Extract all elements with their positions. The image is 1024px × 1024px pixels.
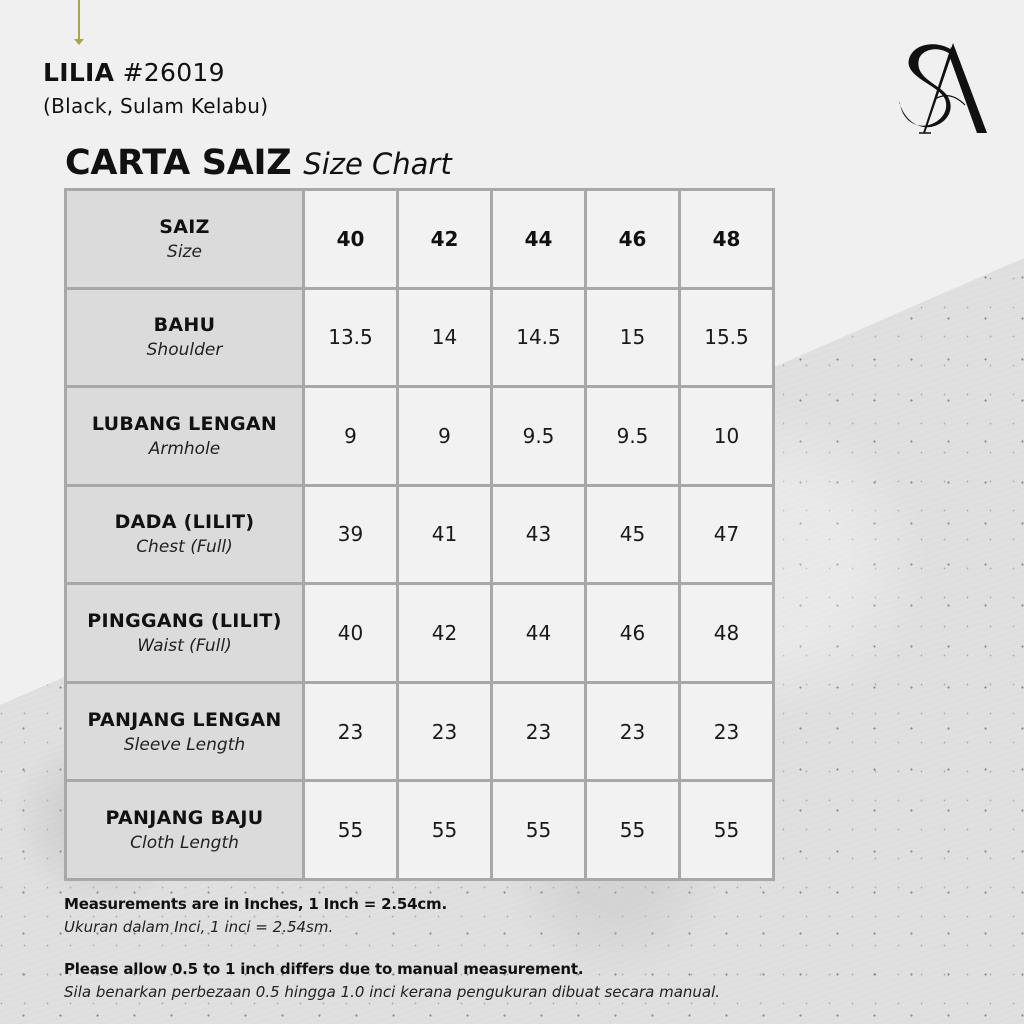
label-bm: BAHU [153,314,216,337]
tolerance-note-en: Please allow 0.5 to 1 inch differs due to manual measurement. [64,960,584,978]
product-title [43,58,225,87]
value-cell: 55 [680,781,774,880]
table-row [66,485,774,584]
value-cell: 23 [304,682,398,781]
product-code: #26019 [122,58,225,87]
value-cell: 43 [492,485,586,584]
value-cell: 46 [586,584,680,683]
size-chart-table [64,188,775,881]
value-cell: 10 [680,387,774,486]
measurement-notes [64,895,720,1001]
value-cell: 9.5 [492,387,586,486]
value-cell: 15 [586,288,680,387]
label-bm: PANJANG BAJU [105,807,264,830]
value-cell: 48 [680,584,774,683]
chart-title-en: Size Chart [303,147,452,181]
chart-title-bm: CARTA SAIZ [65,143,292,183]
label-bm: PINGGANG (LILIT) [87,610,282,633]
value-cell: 55 [492,781,586,880]
value-cell: 23 [398,682,492,781]
value-cell: 14.5 [492,288,586,387]
label-en: Size [167,241,202,262]
tolerance-note-bm: Sila benarkan perbezaan 0.5 hingga 1.0 inci kerana pengukuran dibuat secara manual. [64,983,721,1001]
value-cell: 9 [398,387,492,486]
row-label [66,781,304,880]
table-row [66,288,774,387]
value-cell: 55 [304,781,398,880]
row-label [66,190,304,289]
table-row [66,387,774,486]
product-variant: (Black, Sulam Kelabu) [43,94,269,118]
size-header-cell: 40 [304,190,398,289]
label-en: Cloth Length [130,833,239,854]
value-cell: 44 [492,584,586,683]
value-cell: 55 [586,781,680,880]
table-row [66,584,774,683]
value-cell: 55 [398,781,492,880]
value-cell: 9 [304,387,398,486]
value-cell: 39 [304,485,398,584]
value-cell: 15.5 [680,288,774,387]
value-cell: 45 [586,485,680,584]
row-label [66,682,304,781]
row-label [66,288,304,387]
value-cell: 40 [304,584,398,683]
label-bm: PANJANG LENGAN [87,708,282,731]
size-header-cell: 46 [586,190,680,289]
value-cell: 47 [680,485,774,584]
label-en: Shoulder [146,340,223,361]
value-cell: 14 [398,288,492,387]
label-en: Armhole [148,438,221,459]
unit-note-bm: Ukuran dalam Inci, 1 inci = 2.54sm. [64,918,334,936]
label-en: Chest (Full) [136,537,233,558]
size-header-cell: 48 [680,190,774,289]
row-label [66,387,304,486]
row-label [66,485,304,584]
value-cell: 23 [492,682,586,781]
table-row [66,781,774,880]
value-cell: 13.5 [304,288,398,387]
row-label [66,584,304,683]
spacer [64,936,720,960]
value-cell: 23 [586,682,680,781]
product-name: LILIA [43,58,115,87]
value-cell: 42 [398,584,492,683]
label-en: Sleeve Length [123,734,246,755]
label-bm: LUBANG LENGAN [91,412,278,435]
table-row [66,682,774,781]
value-cell: 41 [398,485,492,584]
arrow-down-icon [78,0,80,40]
label-bm: SAIZ [159,215,210,238]
unit-note-en: Measurements are in Inches, 1 Inch = 2.54cm. [64,895,447,913]
label-en: Waist (Full) [137,636,232,657]
chart-title [65,143,452,183]
sa-logo-icon [895,33,995,138]
label-bm: DADA (LILIT) [114,511,255,534]
value-cell: 23 [680,682,774,781]
table-header-row [66,190,774,289]
size-header-cell: 44 [492,190,586,289]
size-header-cell: 42 [398,190,492,289]
value-cell: 9.5 [586,387,680,486]
